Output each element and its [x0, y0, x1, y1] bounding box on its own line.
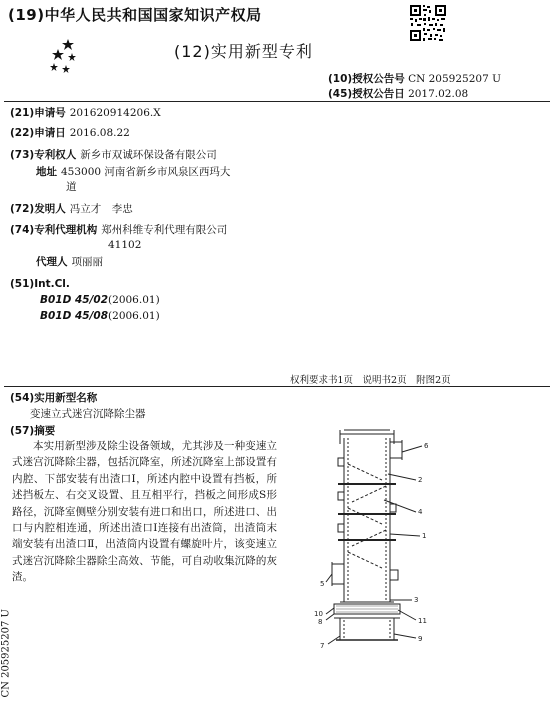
drawing-label: 6 — [424, 442, 429, 450]
utility-model-title: 变速立式迷宫沉降除尘器 — [30, 408, 146, 420]
page-counts-divider — [4, 386, 550, 387]
abstract-label: (57)摘要 — [10, 425, 56, 437]
patent-agent: 代理人 项丽丽 — [36, 256, 103, 268]
drawing-label: 10 — [314, 610, 323, 618]
drawing-label: 11 — [418, 617, 427, 625]
side-publication-code: CN 205925207 U — [0, 609, 12, 698]
abstract-text: 本实用新型涉及除尘设备领域，尤其涉及一种变速立式迷宫沉降除尘器，包括沉降室，所述沉降室上部设置有内腔、下部安装有出渣口Ⅰ，所述内腔中设置有挡板，所述挡板左、右交叉设置、且互相平行，挡板之间形成S形路径，沉降室侧壁分别安装有进口和出口，所述进口、出口与内腔相连通，所述出渣口Ⅰ连接有出渣筒，出渣筒末端安装有出渣口Ⅱ，出渣筒内设置有螺旋叶片，该变速立式迷宫沉降除尘器除尘高效、节能，可自动收集沉降的灰渣。 — [12, 440, 277, 584]
publication-date-label: (45)授权公告日 — [328, 88, 405, 100]
inventors: (72)发明人 冯立才 李忠 — [10, 203, 133, 215]
publication-date — [328, 86, 468, 101]
drawing-label: 5 — [320, 580, 325, 588]
drawing-label: 7 — [320, 642, 325, 650]
abstract-drawing — [300, 424, 440, 668]
drawing-label: 1 — [422, 532, 427, 540]
document-type-title: (12)实用新型专利 — [174, 42, 313, 61]
page-counts: 权利要求书1页 说明书2页 附图2页 — [290, 375, 451, 386]
utility-model-title-label: (54)实用新型名称 — [10, 392, 98, 404]
address-continued: 道 — [66, 181, 77, 193]
ipc-entry: B01D 45/02(2006.01) — [40, 294, 160, 306]
drawing-label: 2 — [418, 476, 423, 484]
office-header: (19)中华人民共和国国家知识产权局 — [8, 6, 262, 24]
application-date: (22)申请日 2016.08.22 — [10, 127, 130, 139]
publication-date-value: 2017.02.08 — [408, 88, 469, 100]
patent-agency: (74)专利代理机构 郑州科维专利代理有限公司 — [10, 224, 228, 236]
address: 地址 453000 河南省新乡市风泉区西玛大 — [36, 166, 231, 178]
patentee: (73)专利权人 新乡市双诚环保设备有限公司 — [10, 149, 217, 161]
drawing-label: 4 — [418, 508, 423, 516]
drawing-label: 3 — [414, 596, 419, 604]
ipc-classification-label: (51)Int.Cl. — [10, 278, 70, 290]
header-divider — [4, 101, 550, 102]
patent-office-logo — [46, 37, 80, 75]
publication-number — [328, 71, 501, 86]
ipc-entry: B01D 45/08(2006.01) — [40, 310, 160, 322]
drawing-label: 9 — [418, 635, 423, 643]
publication-number-label: (10)授权公告号 — [328, 73, 405, 85]
application-number: (21)申请号 201620914206.X — [10, 107, 161, 119]
patent-agency-code: 41102 — [108, 239, 142, 251]
drawing-label: 8 — [318, 618, 323, 626]
qr-code — [409, 4, 447, 42]
publication-number-value: CN 205925207 U — [408, 73, 501, 85]
